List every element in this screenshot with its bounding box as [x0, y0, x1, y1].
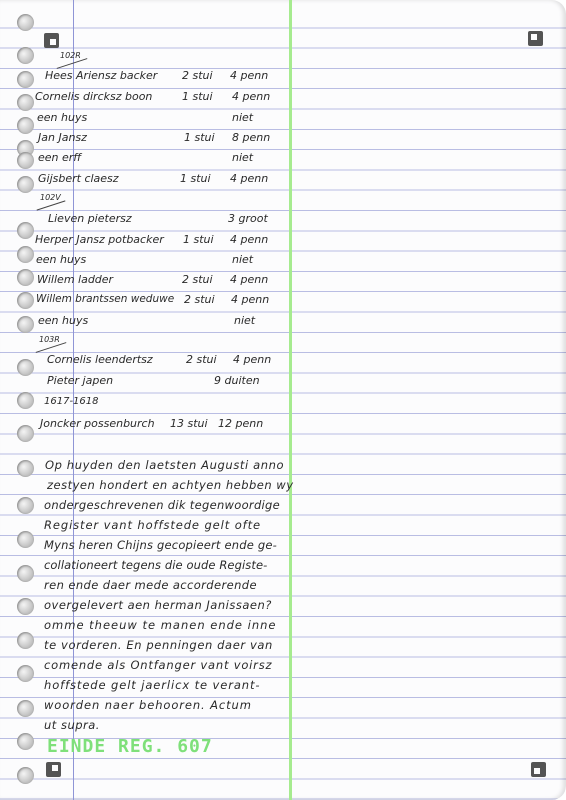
paragraph-line: Op huyden den laetsten Augusti anno: [45, 458, 285, 472]
binder-hole: [17, 497, 34, 514]
ledger-stui: 1 stui: [183, 233, 214, 246]
ledger-stui: 13 stui: [170, 417, 208, 430]
ledger-name: een huys: [36, 253, 87, 266]
ledger-name: Jan Jansz: [38, 131, 87, 144]
ledger-name: Hees Ariensz backer: [45, 69, 158, 82]
ledger-stui: 1 stui: [180, 172, 211, 185]
binder-hole: [17, 176, 34, 193]
binder-hole: [17, 425, 34, 442]
binder-hole: [17, 316, 34, 333]
binder-hole: [17, 767, 34, 784]
ledger-name: Willem brantssen weduwe: [36, 293, 175, 305]
center-margin-line: [289, 0, 292, 800]
binder-hole: [17, 460, 34, 477]
ledger-penn: 4 penn: [232, 90, 271, 103]
ledger-penn: 4 penn: [230, 69, 269, 82]
ledger-penn: 9 duiten: [214, 374, 260, 387]
ledger-penn: 12 penn: [218, 417, 264, 430]
binder-hole: [17, 71, 34, 88]
ledger-penn: 3 groot: [228, 212, 268, 225]
paragraph-line: zestyen hondert en achtyen hebben wy: [47, 478, 294, 492]
paragraph-line: collationeert tegens die oude Registe-: [44, 558, 268, 572]
ledger-penn: 4 penn: [230, 273, 269, 286]
ledger-penn: 8 penn: [232, 131, 271, 144]
folio-label: 103R: [39, 335, 60, 344]
paragraph-line: ren ende daer mede accorderende: [44, 578, 257, 592]
ledger-stui: 2 stui: [182, 69, 213, 82]
corner-mark-icon: [531, 762, 546, 777]
binder-hole: [17, 665, 34, 682]
ledger-name: een erff: [38, 151, 82, 164]
ledger-penn: niet: [232, 151, 254, 164]
paragraph-line: ut supra.: [44, 718, 100, 732]
ledger-name: Herper Jansz potbacker: [35, 233, 164, 246]
paragraph-line: ondergeschrevenen dik tegenwoordige: [44, 498, 281, 512]
paragraph-line: hoffstede gelt jaerlicx te verant-: [44, 678, 261, 692]
ledger-name: 1617-1618: [44, 396, 99, 407]
binder-hole: [17, 94, 34, 111]
binder-hole: [17, 700, 34, 717]
binder-hole: [17, 531, 34, 548]
binder-hole: [17, 14, 34, 31]
folio-label: 102R: [60, 51, 81, 60]
binder-hole: [17, 292, 34, 309]
corner-mark-icon: [46, 762, 61, 777]
binder-hole: [17, 222, 34, 239]
binder-hole: [17, 47, 34, 64]
ledger-stui: 2 stui: [182, 273, 213, 286]
binder-hole: [17, 246, 34, 263]
paragraph-line: comende als Ontfanger vant voirsz: [44, 658, 273, 672]
ledger-name: Joncker possenburch: [40, 417, 155, 430]
binder-hole: [17, 359, 34, 376]
end-note: EINDE REG. 607: [47, 736, 213, 757]
ledger-name: Willem ladder: [37, 273, 114, 286]
paragraph-line: woorden naer behooren. Actum: [44, 698, 252, 712]
ledger-name: een huys: [37, 111, 88, 124]
ledger-penn: niet: [232, 253, 254, 266]
paragraph-line: Register vant hoffstede gelt ofte: [44, 518, 261, 532]
paragraph-line: overgelevert aen herman Janissaen?: [44, 598, 272, 612]
ledger-stui: 1 stui: [184, 131, 215, 144]
corner-mark-icon: [44, 33, 59, 48]
paragraph-line: Myns heren Chijns gecopieert ende ge-: [44, 538, 278, 552]
ledger-penn: niet: [234, 314, 256, 327]
ledger-name: Lieven pietersz: [48, 212, 132, 225]
binder-hole: [17, 152, 34, 169]
ledger-penn: 4 penn: [231, 293, 270, 306]
ledger-name: Gijsbert claesz: [38, 172, 119, 185]
binder-hole: [17, 117, 34, 134]
ledger-stui: 2 stui: [184, 293, 215, 306]
ledger-penn: 4 penn: [230, 172, 269, 185]
binder-hole: [17, 598, 34, 615]
ledger-name: een huys: [38, 314, 89, 327]
binder-hole: [17, 392, 34, 409]
binder-hole: [17, 565, 34, 582]
ledger-stui: 1 stui: [182, 90, 213, 103]
binder-hole: [17, 632, 34, 649]
ledger-penn: 4 penn: [230, 233, 269, 246]
ledger-penn: niet: [232, 111, 254, 124]
binder-hole: [17, 269, 34, 286]
ledger-name: Cornelis dircksz boon: [35, 90, 153, 103]
corner-mark-icon: [528, 31, 543, 46]
ledger-stui: 2 stui: [186, 353, 217, 366]
paragraph-line: omme theeuw te manen ende inne: [44, 618, 277, 632]
folio-label: 102V: [40, 193, 61, 202]
ledger-penn: 4 penn: [233, 353, 272, 366]
binder-hole: [17, 733, 34, 750]
ledger-name: Pieter japen: [47, 374, 114, 387]
ledger-name: Cornelis leendertsz: [47, 353, 153, 366]
paragraph-line: te vorderen. En penningen daer van: [44, 638, 273, 652]
